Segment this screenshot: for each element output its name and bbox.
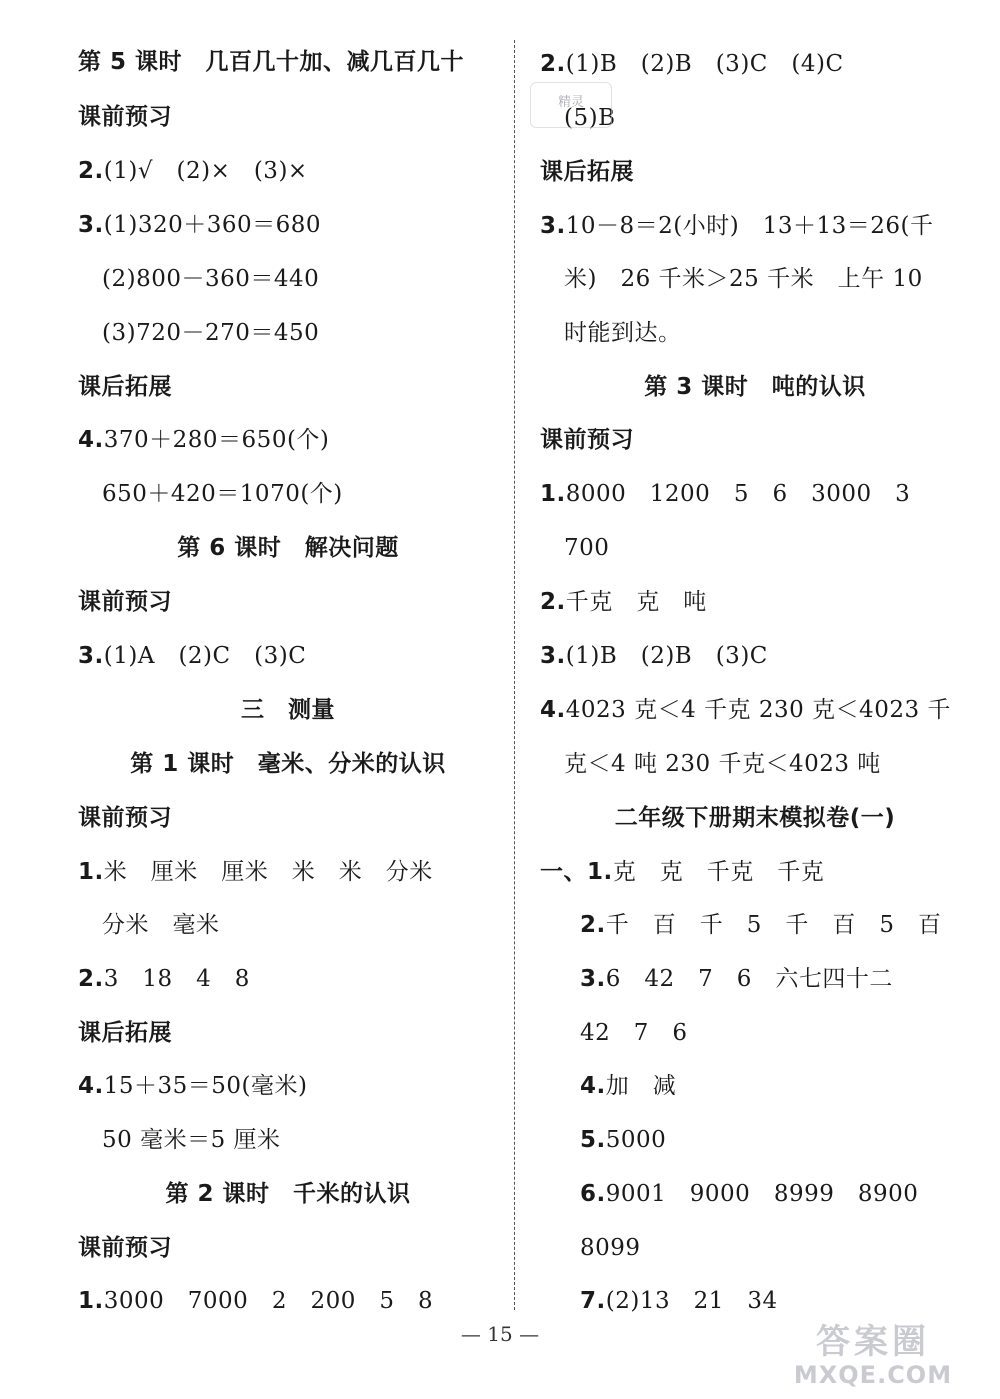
lesson-heading: 第 5 课时 几百几十加、减几百几十	[78, 49, 465, 75]
lesson-heading: 第 3 课时 吨的认识	[644, 374, 866, 400]
answer-line: 42 7 6	[580, 1020, 688, 1046]
answer-line: 5.5000	[580, 1127, 667, 1153]
answer-line: 一、1.克 克 千克 千克	[540, 859, 825, 885]
section-heading: 课后拓展	[78, 374, 172, 400]
answer-line: 4.15＋35＝50(毫米)	[78, 1073, 308, 1099]
answer-line: 3.10－8＝2(小时) 13＋13＝26(千	[540, 213, 934, 239]
answer-line: 2.千 百 千 5 千 百 5 百	[580, 912, 942, 938]
lesson-heading: 第 2 课时 千米的认识	[165, 1181, 411, 1207]
section-heading: 课前预习	[78, 104, 172, 130]
answer-line: (5)B	[564, 105, 616, 131]
section-heading: 课前预习	[540, 427, 634, 453]
answer-line: 3.(1)320＋360＝680	[78, 212, 322, 238]
unit-heading: 三 测量	[241, 697, 335, 723]
watermark-url: MXQE.COM	[793, 1361, 953, 1389]
answer-line: 2.(1)√ (2)× (3)×	[78, 158, 308, 184]
answer-line: 7.(2)13 21 34	[580, 1288, 778, 1314]
answer-line: 2.千克 克 吨	[540, 589, 707, 615]
answer-line: 6.9001 9000 8999 8900	[580, 1181, 919, 1207]
answer-line: 4.4023 克＜4 千克 230 克＜4023 千	[540, 697, 951, 723]
lesson-heading: 第 1 课时 毫米、分米的认识	[130, 751, 446, 777]
stamp-mark: 精灵	[530, 82, 612, 128]
answer-line: 2.(1)B (2)B (3)C (4)C	[540, 51, 844, 77]
lesson-heading: 第 6 课时 解决问题	[177, 535, 399, 561]
answer-line: 2.3 18 4 8	[78, 966, 250, 992]
page-number: — 15 —	[460, 1322, 540, 1346]
answer-line: 1.3000 7000 2 200 5 8	[78, 1288, 434, 1314]
answer-line: 8099	[580, 1235, 641, 1261]
answer-line: 3.6 42 7 6 六七四十二	[580, 966, 893, 992]
answer-line: 50 毫米＝5 厘米	[102, 1127, 281, 1153]
answer-line: (3)720－270＝450	[102, 320, 320, 346]
answer-line: 4.加 减	[580, 1073, 677, 1099]
watermark-logo-text: 答案圈	[816, 1322, 930, 1362]
section-heading: 课前预习	[78, 589, 172, 615]
answer-line: 4.370＋280＝650(个)	[78, 427, 330, 453]
section-heading: 课后拓展	[540, 159, 634, 185]
section-heading: 课前预习	[78, 805, 172, 831]
watermark-logo	[768, 1322, 978, 1388]
column-divider	[514, 40, 515, 1310]
exam-heading: 二年级下册期末模拟卷(一)	[614, 805, 896, 831]
answer-line: 克＜4 吨 230 千克＜4023 吨	[564, 751, 881, 777]
answer-line: 时能到达。	[564, 320, 682, 346]
answer-line: 3.(1)A (2)C (3)C	[78, 643, 307, 669]
answer-line: 3.(1)B (2)B (3)C	[540, 643, 768, 669]
answer-line: 650＋420＝1070(个)	[102, 481, 343, 507]
section-heading: 课前预习	[78, 1235, 172, 1261]
answer-line: (2)800－360＝440	[102, 266, 320, 292]
answer-line: 700	[564, 535, 610, 561]
section-heading: 课后拓展	[78, 1020, 172, 1046]
answer-line: 1.8000 1200 5 6 3000 3	[540, 481, 911, 507]
answer-line: 米) 26 千米＞25 千米 上午 10	[564, 266, 923, 292]
answer-line: 1.米 厘米 厘米 米 米 分米	[78, 859, 433, 885]
answer-line: 分米 毫米	[102, 912, 220, 938]
